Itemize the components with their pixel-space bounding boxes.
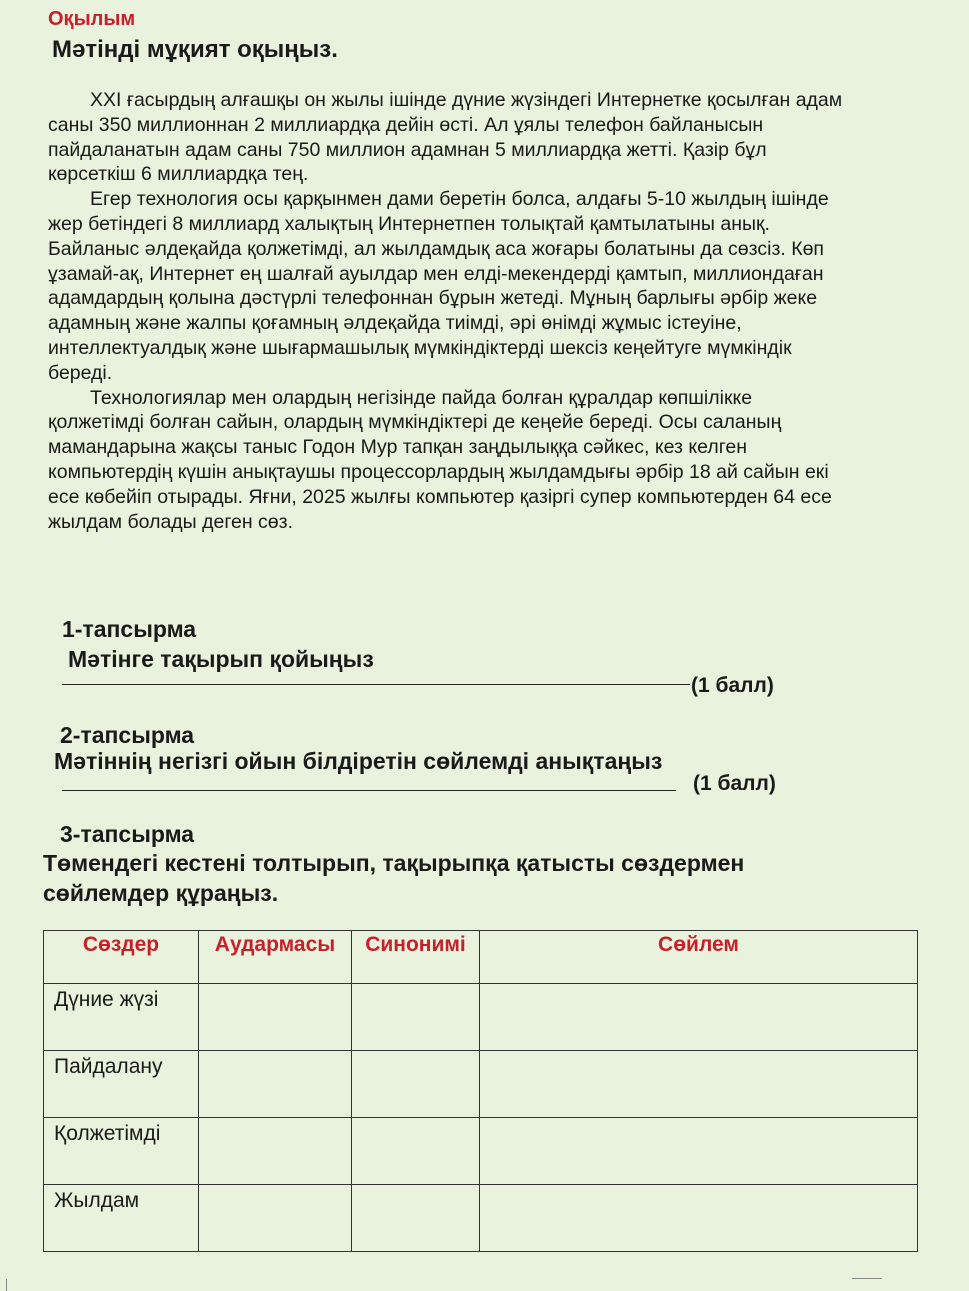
synonym-cell[interactable] [352,1185,480,1252]
translation-cell[interactable] [199,984,352,1051]
translation-cell[interactable] [199,1185,352,1252]
word-cell: Жылдам [44,1185,199,1252]
task3-prompt-line2: сөйлемдер құраңыз. [43,880,279,906]
task1-prompt: Мәтінге тақырып қойыңыз [68,646,374,672]
reading-text [48,88,848,534]
sentence-cell[interactable] [480,984,918,1051]
translation-cell[interactable] [199,1051,352,1118]
task3-title: 3-тапсырма [60,821,195,847]
table-row [44,984,918,1051]
paragraph-2: Егер технология осы қарқынмен дами беретін болса, алдағы 5-10 жылдың ішінде жер бетіндегі 8 миллиард халықтың Интернетпен толықтай қамтылатыны анық. Байланыс әлдеқайда қолжетімді, ал жылдамдық аса жоғары болатыны да сөзсіз. Көп ұзамай-ақ, Интернет ең шалғай ауылдар мен елді-мекендерді қамтып, миллиондаған адамдардың қолына дәстүрлі телефоннан бұрын жетеді. Мұның барлығы әрбір жеке адамның және жалпы қоғамның әлдеқайда тиімді, әрі өнімді жұмыс істеуіне, интеллектуалдық және шығармашылық мүмкіндіктерді шексіз кеңейтуге мүмкіндік береді. [48,188,829,384]
task3-prompt-line1: Төмендегі кестені толтырып, тақырыпқа қатысты сөздермен [43,850,745,876]
sentence-cell[interactable] [480,1185,918,1252]
task2-prompt: Мәтіннің негізгі ойын білдіретін сөйлемді анықтаңыз [54,748,663,774]
header-translation: Аудармасы [199,931,352,984]
synonym-cell[interactable] [352,984,480,1051]
task1-answer-line[interactable] [62,684,690,685]
paragraph-1: XXI ғасырдың алғашқы он жылы ішінде дүние жүзіндегі Интернетке қосылған адам саны 350 миллионнан 2 миллиардқа дейін өсті. Ал ұялы телефон байланысын пайдаланатын адам саны 750 миллион адамнан 5 миллиардқа жетті. Қазір бұл көрсеткіш 6 миллиардқа тең. [48,89,843,186]
table-header-row [44,931,918,984]
task1-points: (1 балл) [691,674,774,697]
task2-title: 2-тапсырма [60,722,195,748]
sentence-cell[interactable] [480,1051,918,1118]
word-cell: Пайдалану [44,1051,199,1118]
synonym-cell[interactable] [352,1118,480,1185]
synonym-cell[interactable] [352,1051,480,1118]
paragraph-3: Технологиялар мен олардың негізінде пайда болған құралдар көпшілікке қолжетімді болған сайын, олардың мүмкіндіктері де кеңейе береді. Осы саланың мамандарына жақсы таныс Годон Мур тапқан заңдылыққа сәйкес, кез келген компьютердің күшін анықтаушы процессорлардың жылдамдығы әрбір 18 ай сайын екі есе көбейіп отырады. Яғни, 2025 жылғы компьютер қазіргі супер компьютерден 64 есе жылдам болады деген сөз. [48,386,832,533]
header-sentence: Сөйлем [480,931,918,984]
header-synonym: Синонимі [352,931,480,984]
reading-instruction: Мәтінді мұқият оқыңыз. [52,36,338,63]
section-label: Оқылым [48,8,136,30]
translation-cell[interactable] [199,1118,352,1185]
page-corner-left [0,1279,7,1291]
table-row [44,1051,918,1118]
word-cell: Қолжетімді [44,1118,199,1185]
header-words: Сөздер [44,931,199,984]
task2-points: (1 балл) [693,772,776,795]
page-corner-right [852,1278,882,1291]
table-row [44,1185,918,1252]
task2-answer-line[interactable] [62,790,676,791]
vocabulary-table [43,930,918,1252]
table-row [44,1118,918,1185]
word-cell: Дүние жүзі [44,984,199,1051]
task1-title: 1-тапсырма [62,616,197,642]
sentence-cell[interactable] [480,1118,918,1185]
